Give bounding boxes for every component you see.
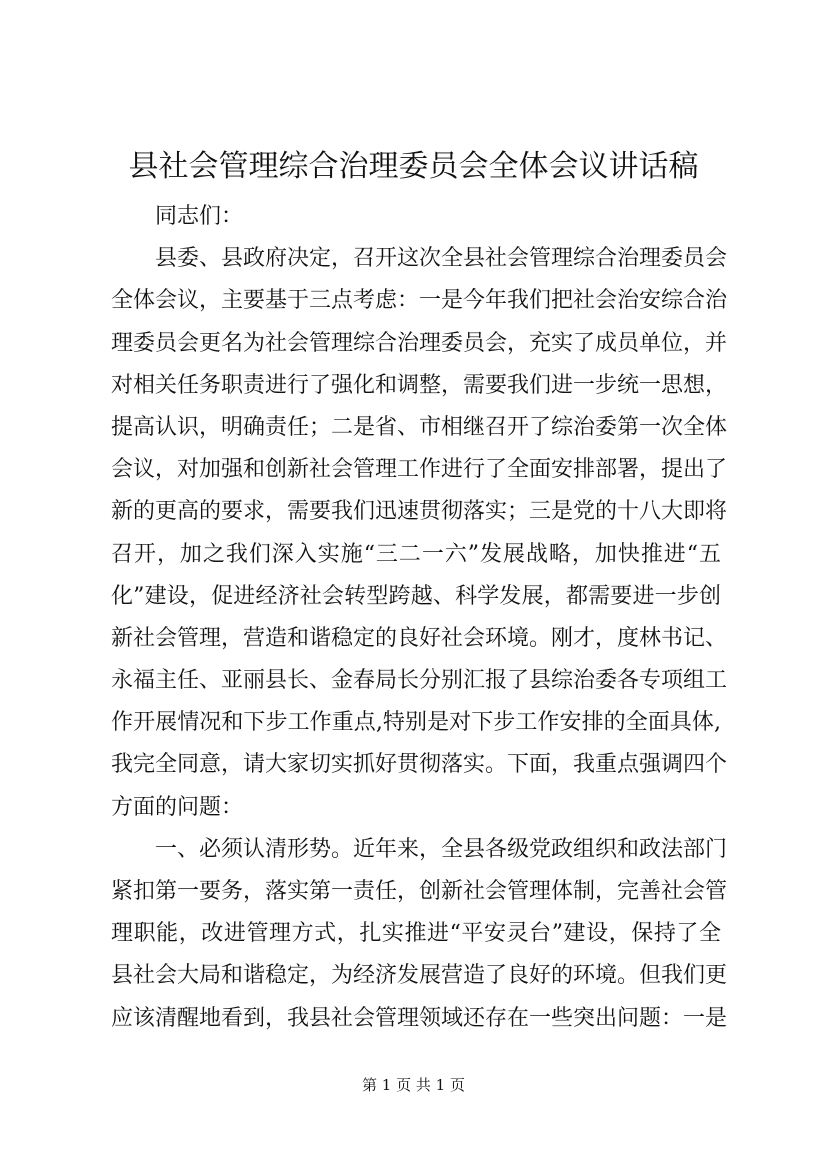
paragraph-line: 提高认识，明确责任；二是省、市相继召开了综治委第一次全体 bbox=[111, 414, 728, 440]
paragraph-line: 紧扣第一要务，落实第一责任，创新社会管理体制，完善社会管 bbox=[111, 879, 728, 904]
paragraph-1 bbox=[111, 238, 728, 829]
paragraph-line: 理职能，改进管理方式，扎实推进“平安灵台”建设，保持了全 bbox=[111, 921, 721, 947]
paragraph-line: 化”建设，促进经济社会转型跨越、科学发展，都需要进一步创 bbox=[111, 583, 721, 609]
paragraph-line: 全体会议，主要基于三点考虑：一是今年我们把社会治安综合治 bbox=[111, 288, 728, 314]
paragraph-line: 我完全同意，请大家切实抓好贯彻落实。下面，我重点强调四个 bbox=[111, 752, 728, 778]
paragraph-line: 县社会大局和谐稳定，为经济发展营造了良好的环境。但我们更 bbox=[111, 963, 728, 989]
paragraph-line: 新的更高的要求，需要我们迅速贯彻落实；三是党的十八大即将 bbox=[111, 499, 728, 525]
paragraph-line: 理委员会更名为社会管理综合治理委员会，充实了成员单位，并 bbox=[111, 330, 728, 356]
paragraph-line: 应该清醒地看到，我县社会管理领域还存在一些突出问题：一是 bbox=[111, 1005, 728, 1031]
page-number-footer: 第 1 页 共 1 页 bbox=[362, 1076, 465, 1094]
paragraph-line: 作开展情况和下步工作重点,特别是对下步工作安排的全面具体, bbox=[111, 710, 721, 736]
paragraph-line: 方面的问题： bbox=[111, 794, 244, 820]
paragraph-2 bbox=[111, 829, 728, 1040]
document-title: 县社会管理综合治理委员会全体会议讲话稿 bbox=[128, 149, 699, 184]
document-body bbox=[111, 196, 728, 1040]
salutation: 同志们： bbox=[155, 204, 244, 229]
paragraph-line: 召开，加之我们深入实施“三二一六”发展战略，加快推进“五 bbox=[111, 541, 721, 567]
paragraph-line: 永福主任、亚丽县长、金春局长分别汇报了县综治委各专项组工 bbox=[111, 668, 728, 694]
paragraph-line: 一、必须认清形势。近年来，全县各级党政组织和政法部门 bbox=[155, 836, 728, 862]
paragraph-line: 会议，对加强和创新社会管理工作进行了全面安排部署，提出了 bbox=[111, 457, 728, 483]
paragraph-line: 县委、县政府决定，召开这次全县社会管理综合治理委员会 bbox=[155, 246, 728, 272]
paragraph-line: 新社会管理，营造和谐稳定的良好社会环境。刚才，度林书记、 bbox=[111, 625, 728, 651]
paragraph-line: 对相关任务职责进行了强化和调整，需要我们进一步统一思想， bbox=[111, 372, 728, 398]
